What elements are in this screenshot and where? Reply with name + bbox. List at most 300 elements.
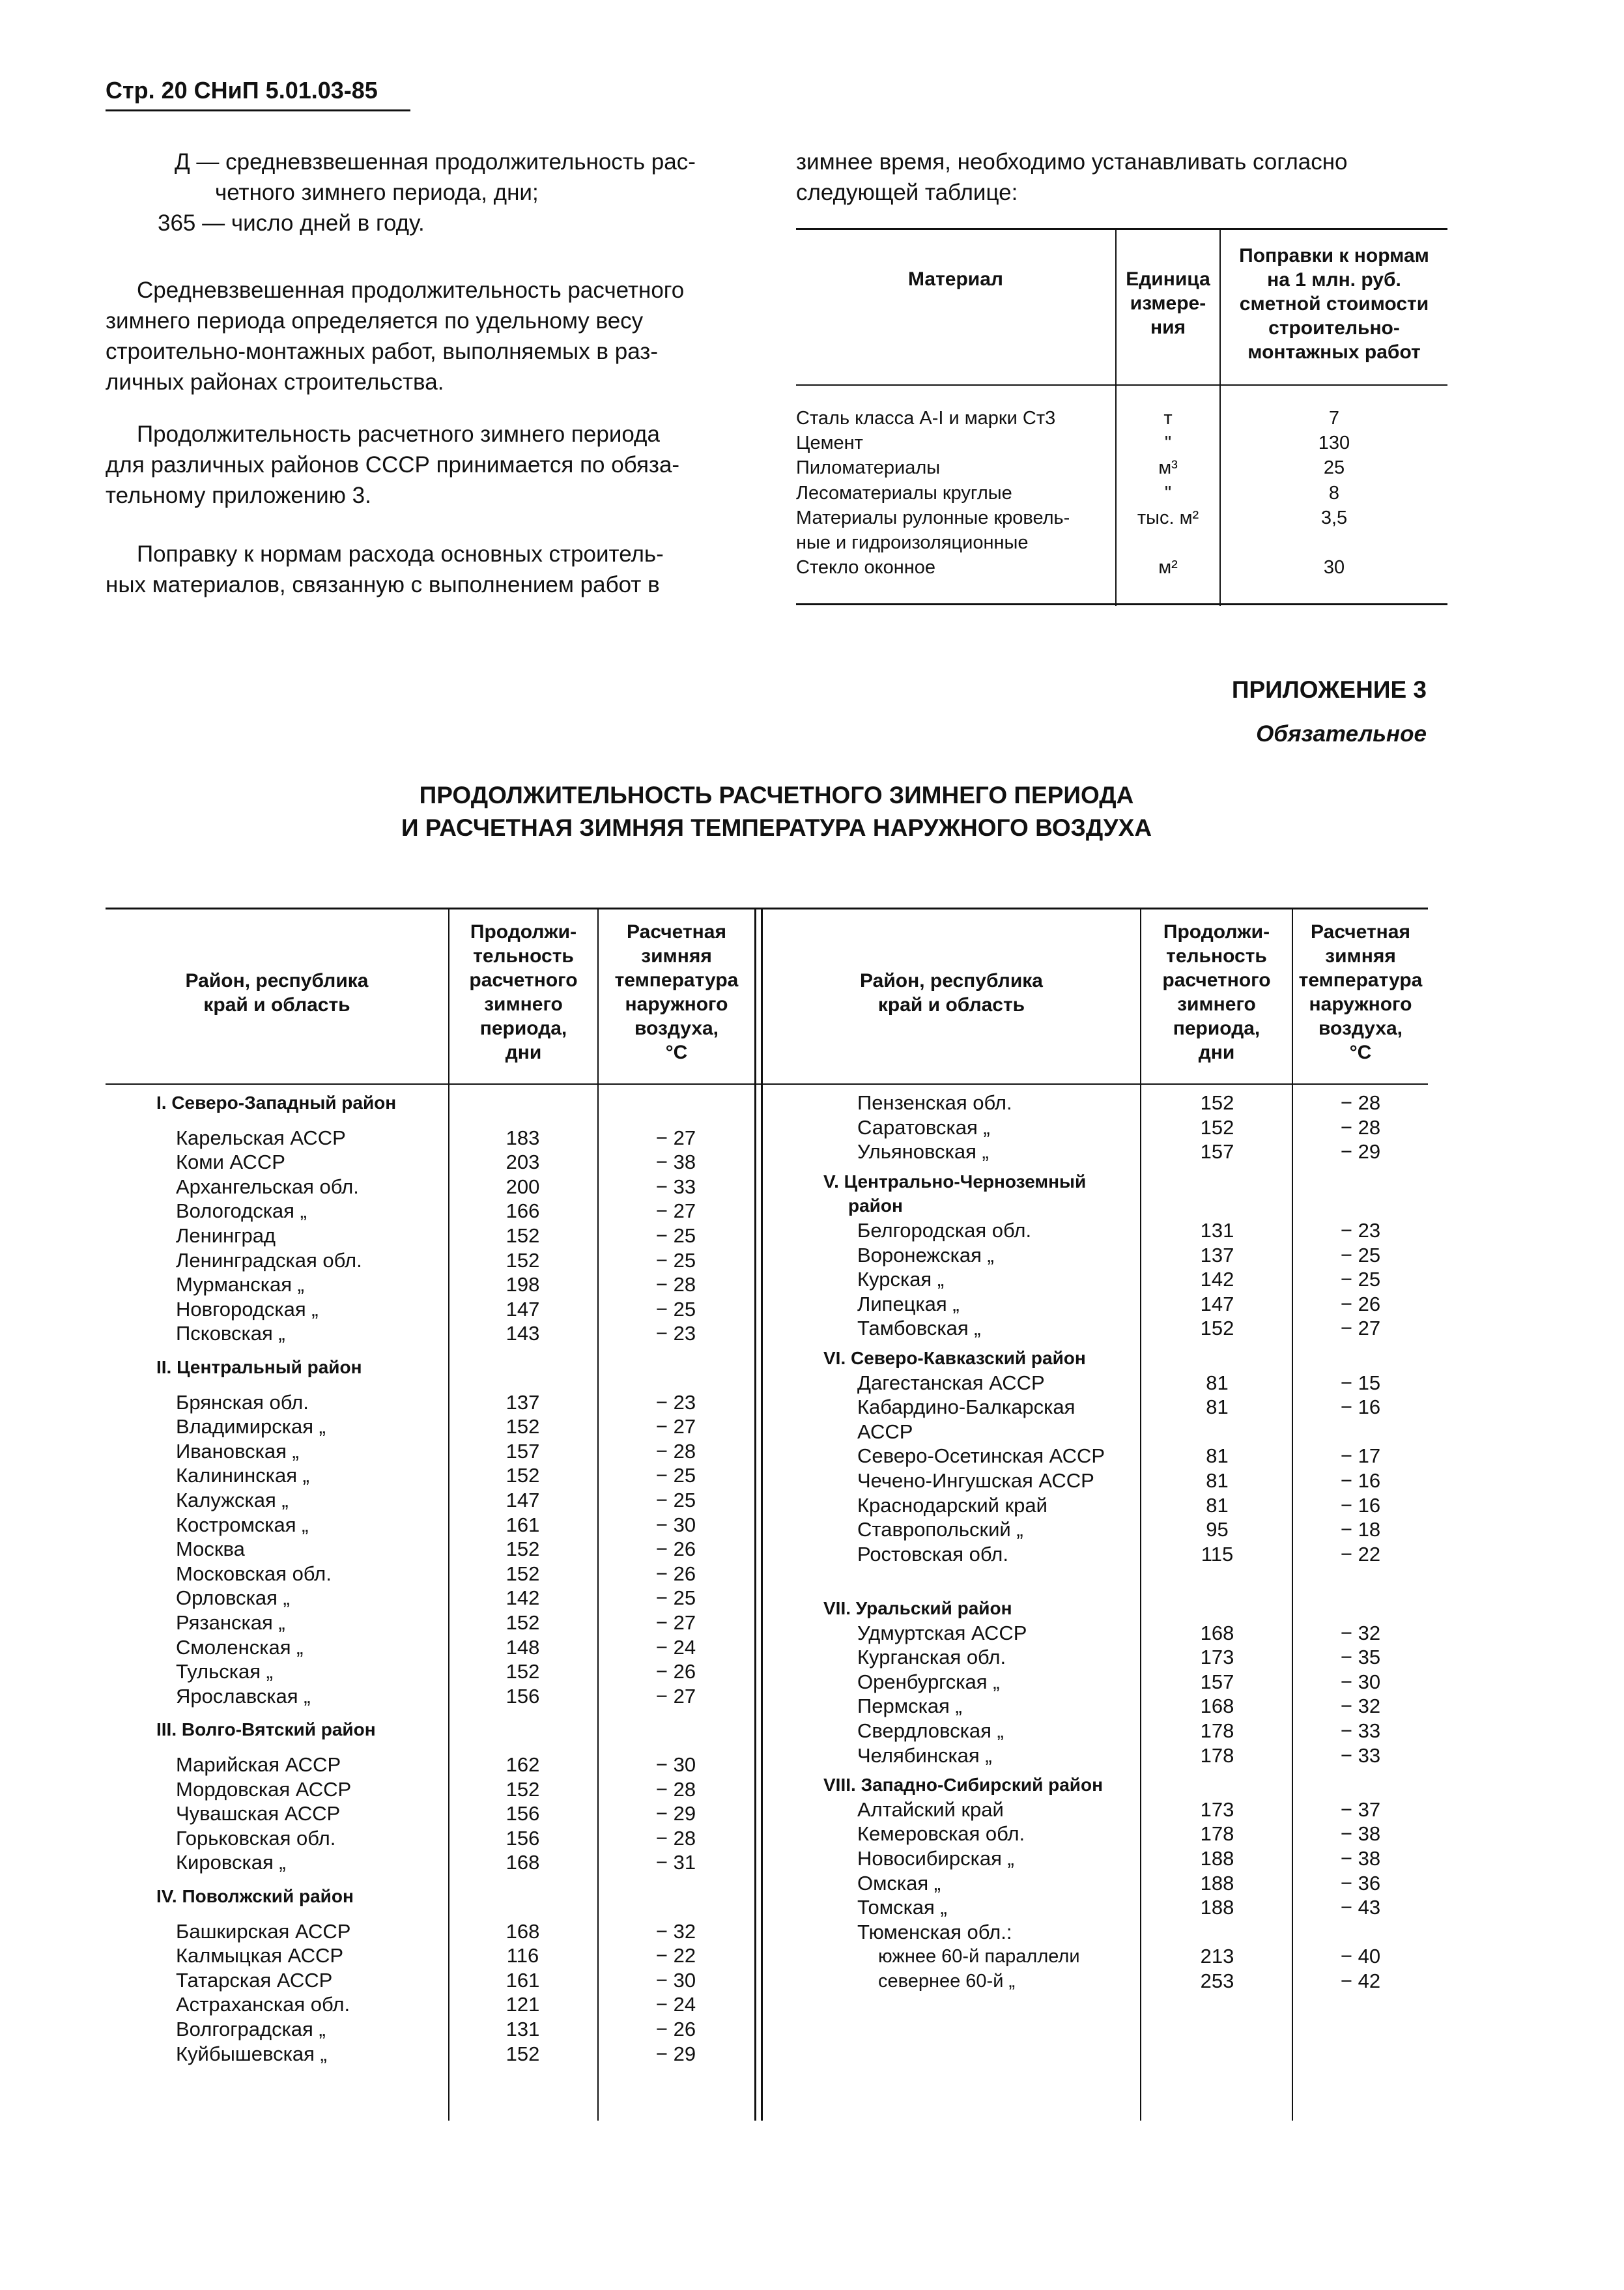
design-temperature: − 23 [655,1391,696,1414]
design-temperature: − 25 [1340,1244,1381,1267]
duration-days: 142 [1200,1268,1234,1291]
region-name: Ивановская „ [176,1440,299,1463]
design-temperature: − 28 [1340,1091,1381,1114]
region-name: Томская „ [857,1896,947,1919]
duration-days: 157 [1200,1140,1234,1163]
duration-days: 115 [1201,1543,1234,1566]
header-correction-line: Поправки к нормам [1239,245,1429,266]
section-heading: I. Северо-Западный район [156,1093,397,1113]
duration-days: 147 [1200,1293,1234,1315]
duration-days: 152 [506,1224,540,1247]
duration-days: 142 [506,1586,540,1609]
table-title-line: ПРОДОЛЖИТЕЛЬНОСТЬ РАСЧЕТНОГО ЗИМНЕГО ПЕРИОДА [419,782,1134,809]
header-duration-line: периода, [1173,1018,1261,1039]
duration-days: 188 [1200,1872,1234,1895]
table-row [763,1444,1428,1468]
design-temperature: − 25 [655,1249,696,1272]
design-temperature: − 30 [655,1513,696,1536]
header-unit-line: ния [1150,317,1186,338]
table-row [763,1871,1428,1896]
design-temperature: − 25 [655,1224,696,1247]
table-row [106,1537,757,1562]
duration-days: 81 [1206,1371,1229,1394]
table-row [106,1777,757,1802]
table-row [106,1586,757,1610]
design-temperature: − 17 [1340,1444,1381,1467]
table-row [106,1390,757,1415]
design-temperature: − 32 [655,1920,696,1943]
header-correction [1221,244,1447,364]
section-heading: IV. Поволжский район [156,1886,354,1906]
header-duration-line: тельность [473,945,574,967]
header-unit [1117,267,1219,339]
region-name: Калмыцкая АССР [176,1944,344,1967]
header-duration-line: расчетного [1162,969,1271,991]
table-row [763,1243,1428,1268]
duration-days: 152 [1200,1091,1234,1114]
duration-days: 157 [506,1440,540,1463]
region-name: Оренбургская „ [857,1670,1000,1693]
region-name: Рязанская „ [176,1611,285,1634]
appendix-label: ПРИЛОЖЕНИЕ 3 [1231,676,1427,703]
table-row [763,1316,1428,1341]
design-temperature: − 28 [655,1778,696,1801]
table-row [106,1297,757,1322]
material-value: 8 [1328,483,1340,504]
table-row [106,1850,757,1875]
design-temperature: − 37 [1340,1798,1381,1821]
duration-days: 183 [506,1126,540,1149]
duration-days: 152 [1200,1317,1234,1339]
duration-days: 253 [1200,1969,1234,1992]
duration-days: 157 [1200,1670,1234,1693]
p3-line: ных материалов, связанную с выполнением работ в [106,572,660,597]
region-name: Смоленская „ [176,1636,304,1659]
region-name: Северо-Осетинская АССР [857,1444,1105,1467]
duration-days: 156 [506,1827,540,1850]
duration-days: 95 [1206,1518,1229,1541]
duration-days: 168 [506,1920,540,1943]
material-unit: м² [1158,557,1178,578]
design-temperature: − 35 [1340,1646,1381,1668]
definition-d-a: Д — средневзвешенная продолжительность рас- [175,149,696,175]
duration-days: 152 [506,1778,540,1801]
appendix-status: Обязательное [1256,721,1427,747]
table-row [106,1414,757,1439]
region-name: Тюменская обл.: [857,1921,1012,1943]
table-row [106,1919,757,1944]
region-name: Костромская „ [176,1513,309,1536]
region-name: Курганская обл. [857,1646,1006,1668]
design-temperature: − 30 [655,1969,696,1992]
design-temperature: − 16 [1340,1494,1381,1517]
duration-days: 203 [506,1151,540,1173]
duration-days: 168 [506,1851,540,1874]
p2-line: для различных районов СССР принимается по обяза- [106,452,680,478]
region-name: Ленинград [176,1224,276,1247]
table-row [106,1943,757,1968]
region-name: Карельская АССР [176,1126,346,1149]
header-duration-line: дни [1198,1042,1235,1063]
duration-days: 152 [1200,1116,1234,1139]
table-row [763,1621,1428,1646]
right-line: зимнее время, необходимо устанавливать согласно [796,149,1348,175]
paragraph-right [796,147,1447,208]
duration-days: 152 [506,1660,540,1683]
duration-days: 173 [1200,1646,1234,1668]
right-line: следующей таблице: [796,180,1018,205]
table-row [106,1826,757,1851]
duration-days: 143 [506,1322,540,1345]
header-temperature-line: температура [1298,969,1423,991]
header-correction-line: строительно- [1268,317,1400,339]
duration-days: 81 [1206,1494,1229,1517]
page-header: Стр. 20 СНиП 5.01.03-85 [106,77,378,104]
region-name: Ульяновская „ [857,1140,989,1163]
design-temperature: − 28 [655,1273,696,1296]
duration-days: 168 [1200,1695,1234,1717]
header-underline [106,109,410,111]
paragraph-duration-regions [106,419,757,511]
design-temperature: − 25 [1340,1268,1381,1291]
materials-row [796,406,1447,431]
materials-row [796,481,1447,506]
table-row [763,1645,1428,1670]
header-correction-line: монтажных работ [1247,341,1421,363]
design-temperature: − 25 [655,1489,696,1511]
region-name: Орловская „ [176,1586,290,1609]
p1-line: Средневзвешенная продолжительность расчетного [137,278,685,303]
materials-row [796,506,1447,530]
material-unit: м³ [1158,457,1178,478]
region-name: Кемеровская обл. [857,1822,1025,1845]
header-region [763,969,1140,1017]
region-name: Свердловская „ [857,1719,1004,1742]
header-region [106,969,448,1017]
design-temperature: − 22 [655,1944,696,1967]
design-temperature: − 30 [1340,1670,1381,1693]
duration-days: 121 [506,1993,540,2016]
region-name: Псковская „ [176,1322,285,1345]
table-row [763,1743,1428,1768]
region-name: Мурманская „ [176,1273,304,1296]
header-correction-line: на 1 млн. руб. [1267,269,1401,291]
region-name: Новосибирская „ [857,1847,1014,1870]
p2-line: Продолжительность расчетного зимнего периода [137,422,660,447]
region-name: Владимирская „ [176,1415,326,1438]
design-temperature: − 24 [655,1993,696,2016]
duration-days: 168 [1200,1622,1234,1644]
region-name: Кировская „ [176,1851,286,1874]
header-temperature-line: °С [665,1042,688,1063]
design-temperature: − 30 [655,1753,696,1776]
design-temperature: − 26 [655,1660,696,1683]
header-duration [1141,920,1292,1065]
material-value: 130 [1318,433,1350,453]
table-row [106,1992,757,2017]
design-temperature: − 16 [1340,1395,1381,1418]
material-name: Лесоматериалы круглые [796,483,1012,504]
table-row [763,1920,1428,1945]
table-row [763,1797,1428,1822]
table-row [106,1562,757,1586]
region-name: Саратовская „ [857,1116,990,1139]
region-name: Ярославская „ [176,1685,311,1708]
design-temperature: − 26 [1340,1293,1381,1315]
header-duration [449,920,597,1065]
duration-days: 137 [1200,1244,1234,1267]
duration-days: 152 [506,1415,540,1438]
design-temperature: − 26 [655,1562,696,1585]
design-temperature: − 22 [1340,1543,1381,1566]
region-name: Чувашская АССР [176,1802,341,1825]
region-name: Куйбышевская „ [176,2042,327,2065]
table-row [106,1224,757,1248]
region-name: Ленинградская обл. [176,1249,362,1272]
duration-days: 152 [506,1611,540,1634]
region-name: Липецкая „ [857,1293,960,1315]
table-row [763,1694,1428,1719]
table-row [106,2017,757,2042]
material-name: Материалы рулонные кровель- [796,508,1070,528]
header-temperature-line: наружного [625,994,728,1015]
table-row [763,1420,1428,1444]
header-duration-line: Продолжи- [470,921,577,943]
material-name: Стекло оконное [796,557,936,578]
materials-row [796,455,1447,480]
header-unit-line: измере- [1130,293,1206,314]
duration-days: 156 [506,1802,540,1825]
table-row [106,1513,757,1538]
table-row [763,1139,1428,1164]
header-temperature [599,920,754,1065]
table-row [106,2042,757,2067]
region-name: Коми АССР [176,1151,285,1173]
duration-days: 178 [1200,1719,1234,1742]
table-row [763,1846,1428,1871]
header-temperature-line: температура [614,969,739,991]
header-duration-line: зимнего [1177,994,1256,1015]
region-name: Калужская „ [176,1489,289,1511]
materials-row [796,530,1447,555]
table-row [106,1753,757,1777]
design-temperature: − 33 [1340,1719,1381,1742]
materials-top-rule [796,228,1447,230]
table-row [763,1115,1428,1140]
duration-days: 152 [506,1464,540,1487]
materials-bottom-rule [796,603,1447,605]
region-name: Алтайский край [857,1798,1004,1821]
region-name: Тульская „ [176,1660,273,1683]
header-temperature-line: воздуха, [1318,1018,1403,1039]
table-row [763,1468,1428,1493]
table-row [763,1267,1428,1292]
p3-line: Поправку к нормам расхода основных строитель- [137,541,664,567]
design-temperature: − 28 [655,1440,696,1463]
main-top-rule [106,908,1428,909]
design-temperature: − 23 [1340,1219,1381,1242]
design-temperature: − 32 [1340,1695,1381,1717]
table-row [763,1395,1428,1420]
region-name: Московская обл. [176,1562,332,1585]
design-temperature: − 26 [655,2018,696,2040]
header-temperature-line: Расчетная [627,921,726,943]
design-temperature: − 38 [1340,1822,1381,1845]
table-row [763,1969,1428,1994]
duration-days: 152 [506,1562,540,1585]
table-row [763,1944,1428,1969]
table-row [106,1272,757,1297]
region-name: Удмуртская АССР [857,1622,1027,1644]
duration-days: 188 [1200,1847,1234,1870]
region-name: Башкирская АССР [176,1920,351,1943]
duration-days: 131 [506,2018,540,2040]
material-value: 30 [1323,557,1345,578]
table-title-line: И РАСЧЕТНАЯ ЗИМНЯЯ ТЕМПЕРАТУРА НАРУЖНОГО ВОЗДУХА [401,814,1152,841]
material-unit: " [1164,483,1172,504]
region-name: Челябинская „ [857,1744,992,1767]
paragraph-correction [106,539,757,600]
p1-line: зимнего периода определяется по удельному весу [106,308,644,334]
design-temperature: − 27 [655,1415,696,1438]
table-row [763,1517,1428,1542]
paragraph-weighted-duration [106,275,757,397]
design-temperature: − 40 [1340,1945,1381,1968]
region-name: Калининская „ [176,1464,309,1487]
region-name: Мордовская АССР [176,1778,352,1801]
header-temperature-line: °С [1349,1042,1372,1063]
material-unit: " [1164,433,1172,453]
table-row [106,1968,757,1993]
header-correction-line: сметной стоимости [1239,293,1429,315]
header-temperature [1293,920,1428,1065]
duration-days: 131 [1200,1219,1234,1242]
duration-days: 81 [1206,1395,1229,1418]
header-temperature-line: зимняя [641,945,712,967]
table-row [763,1719,1428,1743]
definition-d-b: четного зимнего периода, дни; [215,180,539,205]
duration-days: 162 [506,1753,540,1776]
section-heading: VII. Уральский район [823,1598,1012,1618]
table-row [106,1248,757,1273]
design-temperature: − 18 [1340,1518,1381,1541]
region-name: Краснодарский край [857,1494,1047,1517]
table-row [763,1218,1428,1243]
region-name: Тамбовская „ [857,1317,981,1339]
design-temperature: − 24 [655,1636,696,1659]
duration-days: 161 [506,1513,540,1536]
table-row [106,1175,757,1199]
section-heading: III. Волго-Вятский район [156,1719,376,1739]
duration-days: 188 [1200,1896,1234,1919]
table-row [106,1463,757,1488]
design-temperature: − 25 [655,1464,696,1487]
design-temperature: − 15 [1340,1371,1381,1394]
design-temperature: − 29 [655,1802,696,1825]
duration-days: 152 [506,2042,540,2065]
design-temperature: − 26 [655,1538,696,1560]
table-row [763,1091,1428,1115]
region-name: Татарская АССР [176,1969,333,1992]
region-name: Ростовская обл. [857,1543,1008,1566]
region-name: Чечено-Ингушская АССР [857,1469,1094,1492]
design-temperature: − 23 [655,1322,696,1345]
materials-header-rule [796,384,1447,386]
materials-row [796,431,1447,455]
region-name: Вологодская „ [176,1199,307,1222]
header-region-line: Район, республика [185,970,369,992]
material-unit: т [1163,408,1173,429]
duration-days: 147 [506,1298,540,1321]
duration-days: 166 [506,1199,540,1222]
design-temperature: − 29 [655,2042,696,2065]
header-region-line: край и область [203,994,350,1016]
region-name: Астраханская обл. [176,1993,350,2016]
header-temperature-line: Расчетная [1311,921,1410,943]
table-row [763,1292,1428,1317]
duration-days: 81 [1206,1444,1229,1467]
p1-line: личных районах строительства. [106,369,444,395]
header-duration-line: Продолжи- [1163,921,1270,943]
duration-days: 116 [506,1944,539,1967]
section-heading: VI. Северо-Кавказский район [823,1348,1086,1368]
table-row [763,1493,1428,1518]
header-duration-line: зимнего [484,994,563,1015]
table-row [763,1670,1428,1695]
design-temperature: − 28 [655,1827,696,1850]
design-temperature: − 33 [1340,1744,1381,1767]
material-value: 7 [1328,408,1340,429]
design-temperature: − 32 [1340,1622,1381,1644]
region-name: Марийская АССР [176,1753,341,1776]
duration-days: 137 [506,1391,540,1414]
design-temperature: − 42 [1340,1969,1381,1992]
header-unit-line: Единица [1126,268,1210,290]
region-name: Брянская обл. [176,1391,309,1414]
table-row [106,1199,757,1224]
header-region-line: край и область [877,994,1025,1016]
design-temperature: − 27 [655,1685,696,1708]
material-unit: тыс. м² [1137,508,1199,528]
table-row [106,1321,757,1346]
table-row [106,1659,757,1684]
table-row [763,1822,1428,1846]
header-material: Материал [908,268,1003,290]
section-heading: II. Центральный район [156,1357,362,1377]
section-heading: V. Центрально-Черноземный [823,1171,1087,1192]
region-name: Волгоградская „ [176,2018,326,2040]
region-name: южнее 60-й параллели [878,1946,1080,1967]
design-temperature: − 27 [655,1199,696,1222]
region-name: Курская „ [857,1268,945,1291]
region-name: Горьковская обл. [176,1827,336,1850]
design-temperature: − 38 [1340,1847,1381,1870]
table-row [106,1684,757,1709]
duration-days: 198 [506,1273,540,1296]
material-name: Пиломатериалы [796,457,941,478]
duration-days: 152 [506,1538,540,1560]
materials-row [796,555,1447,580]
duration-days: 81 [1206,1469,1229,1492]
duration-days: 148 [506,1636,540,1659]
duration-days: 147 [506,1489,540,1511]
duration-days: 213 [1200,1945,1234,1968]
header-region-line: Район, республика [860,970,1043,992]
table-row [763,1371,1428,1395]
header-temperature-line: зимняя [1325,945,1396,967]
material-name: ные и гидроизоляционные [796,532,1029,553]
table-row [106,1488,757,1513]
